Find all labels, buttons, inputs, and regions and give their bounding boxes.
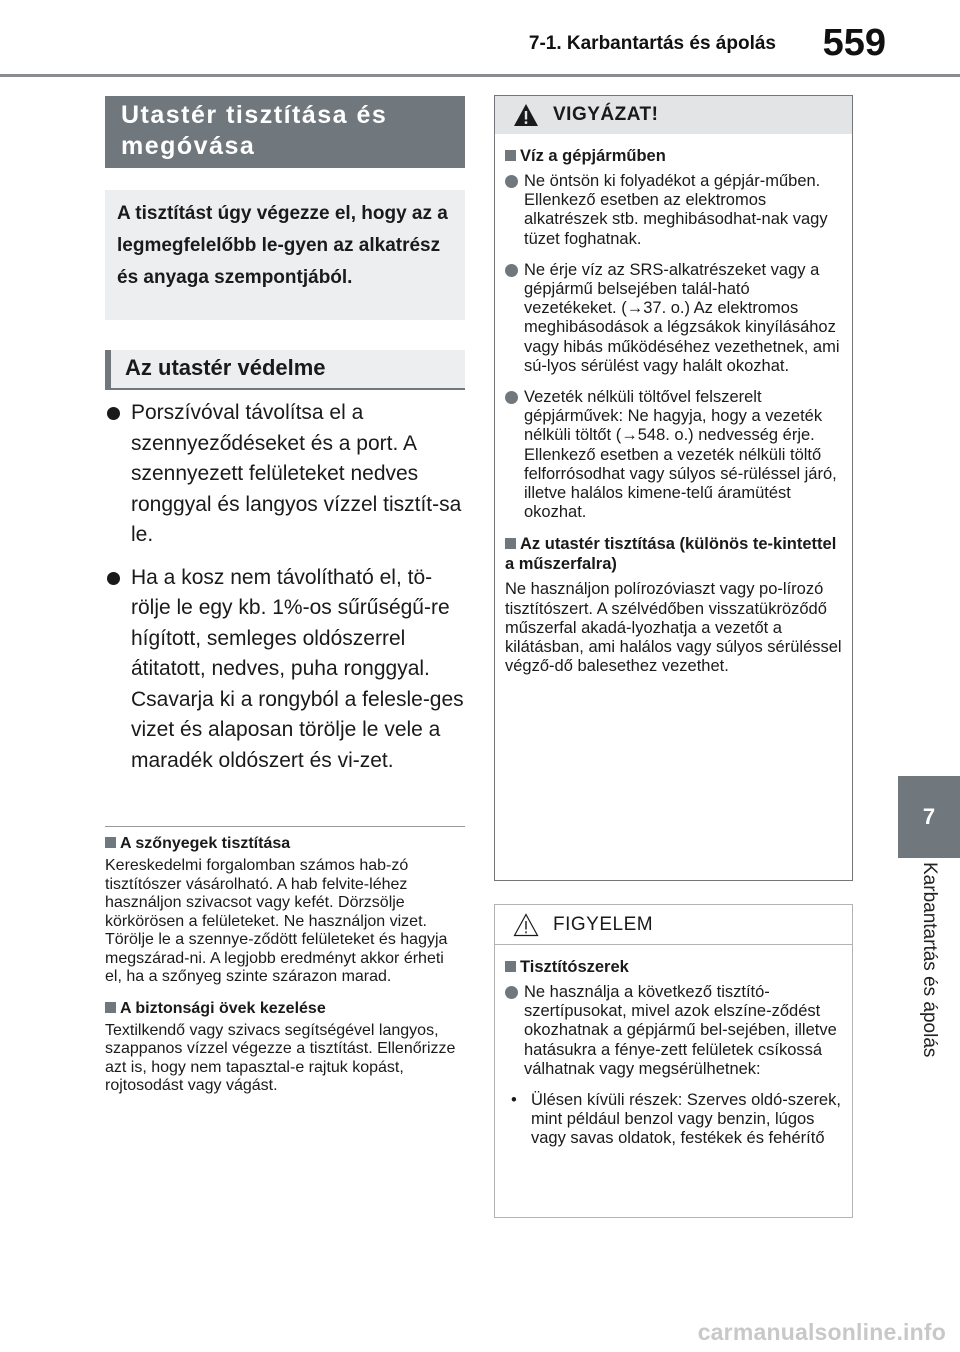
chapter-label — [898, 862, 960, 1102]
square-bullet-icon — [505, 961, 516, 972]
note-heading: A biztonsági övek kezelése — [105, 999, 465, 1019]
circle-bullet-icon — [505, 264, 518, 277]
warning-header — [495, 96, 852, 134]
square-bullet-icon — [105, 837, 116, 848]
circle-bullet-icon — [505, 391, 518, 404]
bullet-icon — [107, 407, 120, 420]
intro-box: A tisztítást úgy végezze el, hogy az a legmegfelelőbb le-gyen az alkatrész és anyaga szempontjából. — [105, 190, 465, 320]
section-title: 7-1. Karbantartás és ápolás — [528, 33, 776, 54]
warning-item: Vezeték nélküli töltővel felszerelt gépjárművek: Ne hagyja, hogy a vezeték nélküli töltőt (→548. o.) nedvesség érje. Ellenkező esetben a vezeték nélküli töltő felforrósodhat vagy súlyos sé-rüléssel járó, illetve halálos kimene-telű áramütést okozhat. — [505, 388, 842, 522]
square-bullet-icon — [505, 150, 516, 161]
circle-bullet-icon — [505, 175, 518, 188]
list-item-text: Ha a kosz nem távolítható el, tö-rölje le egy kb. 1%-os sűrűségű-re hígított, semleges oldószerrel átitatott, nedves, puha ronggyal. Csavarja ki a rongyból a felesle-ges vizet és alaposan törölje le vele a maradék oldószert és vi-zet. — [131, 565, 464, 772]
notice-subheading: Tisztítószerek — [505, 957, 842, 977]
square-bullet-icon — [105, 1002, 116, 1013]
bullet-icon — [107, 572, 120, 585]
warning-title: VIGYÁZAT! — [553, 104, 659, 125]
warning-icon — [513, 103, 539, 127]
list-item — [105, 563, 465, 777]
page-number: 559 — [822, 22, 886, 64]
warning-item: Ne érje víz az SRS-alkatrészeket vagy a gépjármű belsejében talál-ható vezetékeket. (→37. o.) Az elektromos meghibásodások a légzsákok kinyílásához vagy hibás működéséhez vezethetnek, ami sú-lyos sérülést vagy halált okozhat. — [505, 261, 842, 376]
notice-subitem: • Ülésen kívüli részek: Szerves oldó-szerek, mint például benzol vagy benzin, lúgos vagy savas oldatok, festékek és fehérítő — [511, 1091, 841, 1148]
notice-body — [495, 945, 852, 1157]
notes-section — [105, 826, 465, 1108]
note-text: Textilkendő vagy szivacs segítségével langyos, szappanos vízzel végezze a tisztítást. Ellenőrizze azt is, hogy nem tapasztal-e rajtuk kopást, rojtosodást vagy vágást. — [105, 1021, 456, 1094]
chapter-tab[interactable]: 7 — [898, 776, 960, 858]
watermark: carmanualsonline.info — [697, 1319, 946, 1345]
notice-title: FIGYELEM — [553, 913, 654, 935]
notice-header — [495, 905, 852, 945]
circle-bullet-icon — [505, 986, 518, 999]
warning-subheading: Víz a gépjárműben — [505, 146, 842, 166]
note-heading: A szőnyegek tisztítása — [105, 834, 465, 854]
dot-bullet-icon: • — [511, 1091, 517, 1110]
page-title: Utastér tisztítása és megóvása — [105, 96, 465, 168]
notice-box — [494, 904, 853, 1218]
warning-body — [495, 134, 852, 692]
warning-box — [494, 95, 853, 881]
notice-item: Ne használja a következő tisztító-szertípusokat, mivel azok elszíne-ződést okozhatnak a gépjármű bel-sejében, illetve hatásukra a fénye-zett felületek csíkossá válhatnak vagy megsérülhetnek: — [505, 983, 842, 1079]
chapter-label-text: Karbantartás és ápolás — [919, 862, 940, 1058]
warning-text: Ne használjon polírozóviaszt vagy po-lírozó tisztítószert. A szélvédőben visszatükröződő műszerfal akadá-lyozhatja a vezetőt a kilátásban, ami halálos vagy súlyos sérüléssel végző-dő balesethez vezethet. — [505, 580, 842, 676]
list-item-text: Porszívóval távolítsa el a szennyeződéseket és a port. A szennyezett felületeket nedves ronggyal és langyos vízzel tisztít-sa le. — [131, 401, 462, 546]
note-text: Kereskedelmi forgalomban számos hab-zó tisztítószer vásárolható. A hab felvite-léhez használjon szivacsot vagy kefét. Dörzsölje körkörösen a felületeket. Ne használjon vizet. Törölje le a szennye-ződött felületeket és hagyja megszárad-ni. A legjobb eredményt akkor érheti el, ha a szőnyeg szinte szárazon marad. — [105, 857, 448, 985]
page-header — [0, 0, 960, 76]
bullet-list — [105, 398, 465, 788]
header-rule — [0, 74, 960, 77]
warning-subheading: Az utastér tisztítása (különös te-kintettel a műszerfalra) — [505, 535, 837, 574]
caution-icon — [513, 913, 539, 937]
square-bullet-icon — [505, 538, 516, 549]
warning-item: Ne öntsön ki folyadékot a gépjár-műben. Ellenkező esetben az elektromos alkatrészek stb. meghibásodhat-nak vagy tüzet foghatnak. — [505, 172, 842, 249]
list-item — [105, 398, 465, 551]
section-heading: Az utastér védelme — [105, 350, 465, 390]
